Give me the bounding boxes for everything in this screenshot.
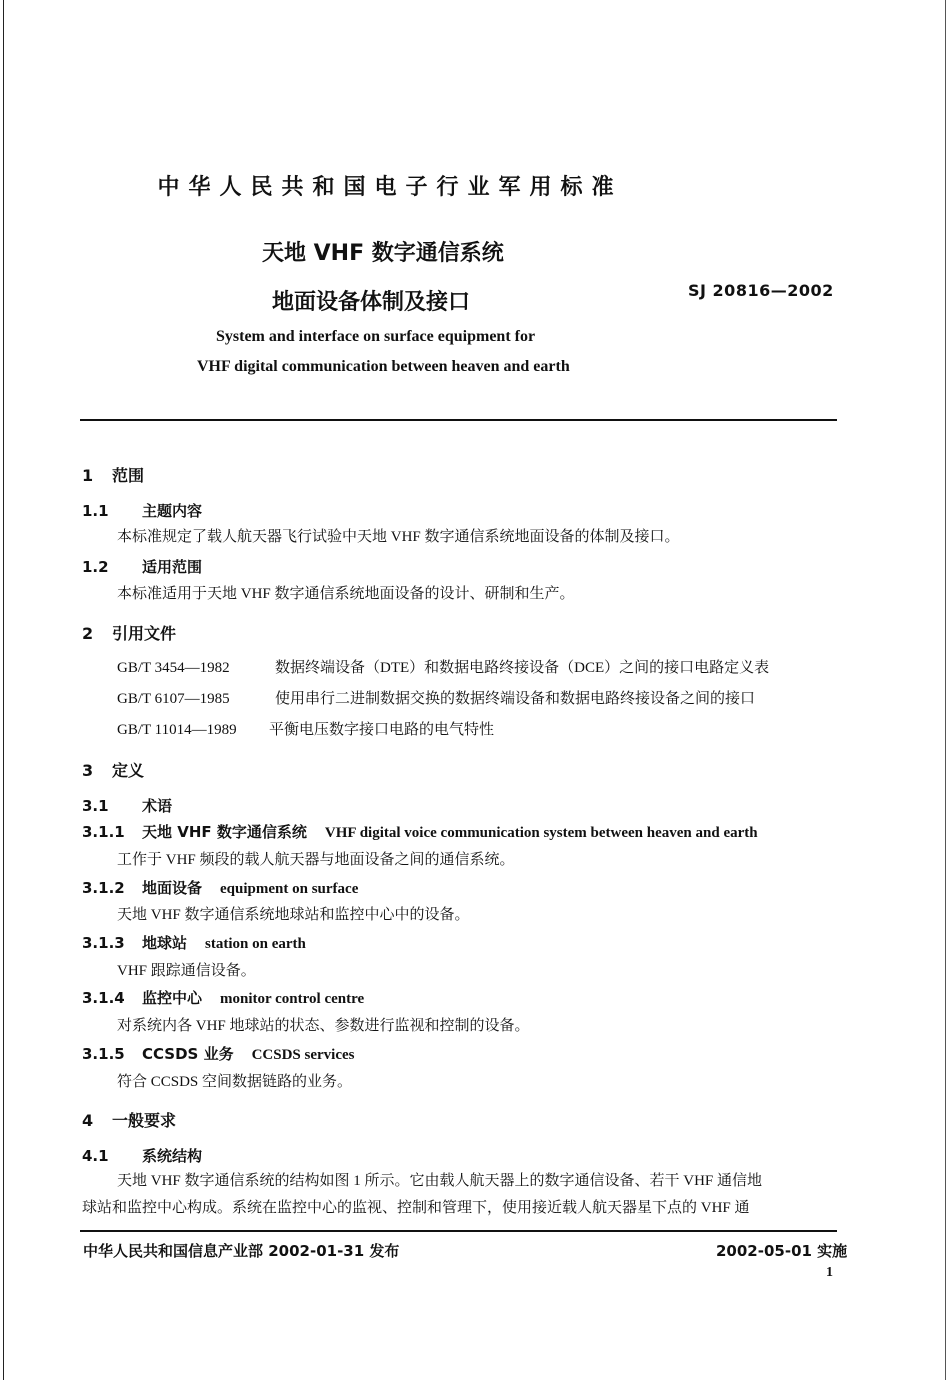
title-en-line2: VHF digital communication between heaven and earth	[197, 358, 570, 375]
section-number: 4.1	[82, 1147, 109, 1165]
reference-code: GB/T 6107—1985	[117, 691, 230, 707]
term-en: CCSDS services	[251, 1047, 355, 1063]
term-3-1-1	[82, 821, 758, 842]
reference-title: 使用串行二进制数据交换的数据终端设备和数据电路终接设备之间的接口	[275, 691, 756, 707]
scan-right-edge	[945, 0, 946, 1380]
reference-title: 平衡电压数字接口电路的电气特性	[269, 722, 495, 738]
reference-code: GB/T 11014—1989	[117, 722, 237, 738]
section-1-heading	[82, 463, 144, 486]
section-number: 4	[82, 1111, 94, 1130]
section-number: 1.1	[82, 502, 109, 520]
term-cn: CCSDS 业务	[142, 1045, 234, 1063]
section-number: 3.1.2	[82, 879, 125, 897]
header-rule	[80, 419, 837, 421]
term-3-1-4-definition: 对系统内各 VHF 地球站的状态、参数进行监视和控制的设备。	[117, 1018, 530, 1034]
section-1-2-heading	[82, 556, 202, 577]
section-4-1-heading	[82, 1145, 202, 1166]
reference-item	[117, 718, 494, 739]
section-3-1-heading	[82, 795, 172, 816]
title-en-line1: System and interface on surface equipment for	[216, 328, 536, 345]
term-cn: 监控中心	[142, 989, 203, 1007]
section-number: 3.1	[82, 797, 109, 815]
section-title: 主题内容	[142, 502, 203, 520]
section-4-1-text-line2: 球站和监控中心构成。系统在监控中心的监视、控制和管理下，使用接近载人航天器星下点的 VHF 通	[82, 1200, 750, 1216]
term-en: VHF digital voice communication system between heaven and earth	[324, 825, 758, 841]
section-number: 3.1.3	[82, 934, 125, 952]
term-3-1-5	[82, 1043, 354, 1064]
footer-rule	[80, 1230, 837, 1232]
section-title: 定义	[112, 761, 145, 780]
section-number: 3.1.4	[82, 989, 125, 1007]
section-number: 1.2	[82, 558, 109, 576]
section-number: 2	[82, 624, 94, 643]
term-en: equipment on surface	[220, 881, 359, 897]
section-4-1-text-line1: 天地 VHF 数字通信系统的结构如图 1 所示。它由载人航天器上的数字通信设备、若干 VHF 通信地	[117, 1173, 763, 1189]
section-1-1-text: 本标准规定了载人航天器飞行试验中天地 VHF 数字通信系统地面设备的体制及接口。	[117, 529, 680, 545]
reference-item	[117, 687, 755, 708]
term-3-1-2-definition: 天地 VHF 数字通信系统地球站和监控中心中的设备。	[117, 907, 470, 923]
section-title: 一般要求	[112, 1111, 177, 1130]
standard-name: 中华人民共和国电子行业军用标准	[157, 175, 623, 200]
section-title: 引用文件	[112, 624, 177, 643]
term-3-1-3	[82, 932, 306, 953]
section-1-1-heading	[82, 500, 202, 521]
section-number: 1	[82, 466, 94, 485]
section-number: 3.1.5	[82, 1045, 125, 1063]
section-3-heading	[82, 758, 144, 781]
reference-code: GB/T 3454—1982	[117, 660, 230, 676]
section-number: 3.1.1	[82, 823, 125, 841]
scan-left-edge	[3, 0, 4, 1380]
term-cn: 地球站	[142, 934, 188, 952]
page-number: 1	[826, 1265, 833, 1280]
standard-code: SJ 20816—2002	[688, 281, 834, 300]
section-title: 适用范围	[142, 558, 203, 576]
term-cn: 天地 VHF 数字通信系统	[142, 823, 307, 841]
term-3-1-5-definition: 符合 CCSDS 空间数据链路的业务。	[117, 1074, 353, 1090]
issuer-line: 中华人民共和国信息产业部 2002-01-31 发布	[83, 1242, 400, 1260]
term-cn: 地面设备	[142, 879, 203, 897]
title-cn-line2: 地面设备体制及接口	[272, 290, 471, 315]
term-3-1-4	[82, 987, 364, 1008]
term-en: monitor control centre	[220, 991, 365, 1007]
reference-item	[117, 656, 769, 677]
section-number: 3	[82, 761, 94, 780]
section-1-2-text: 本标准适用于天地 VHF 数字通信系统地面设备的设计、研制和生产。	[117, 586, 575, 602]
term-3-1-2	[82, 877, 358, 898]
section-title: 术语	[142, 797, 173, 815]
title-cn-line1: 天地 VHF 数字通信系统	[262, 241, 504, 266]
section-4-heading	[82, 1108, 176, 1131]
section-2-heading	[82, 621, 176, 644]
section-title: 系统结构	[142, 1147, 203, 1165]
effective-date: 2002-05-01 实施	[716, 1242, 848, 1260]
section-title: 范围	[112, 466, 145, 485]
term-en: station on earth	[205, 936, 306, 952]
term-3-1-1-definition: 工作于 VHF 频段的载人航天器与地面设备之间的通信系统。	[117, 852, 515, 868]
reference-title: 数据终端设备（DTE）和数据电路终接设备（DCE）之间的接口电路定义表	[275, 660, 770, 676]
term-3-1-3-definition: VHF 跟踪通信设备。	[117, 963, 256, 979]
